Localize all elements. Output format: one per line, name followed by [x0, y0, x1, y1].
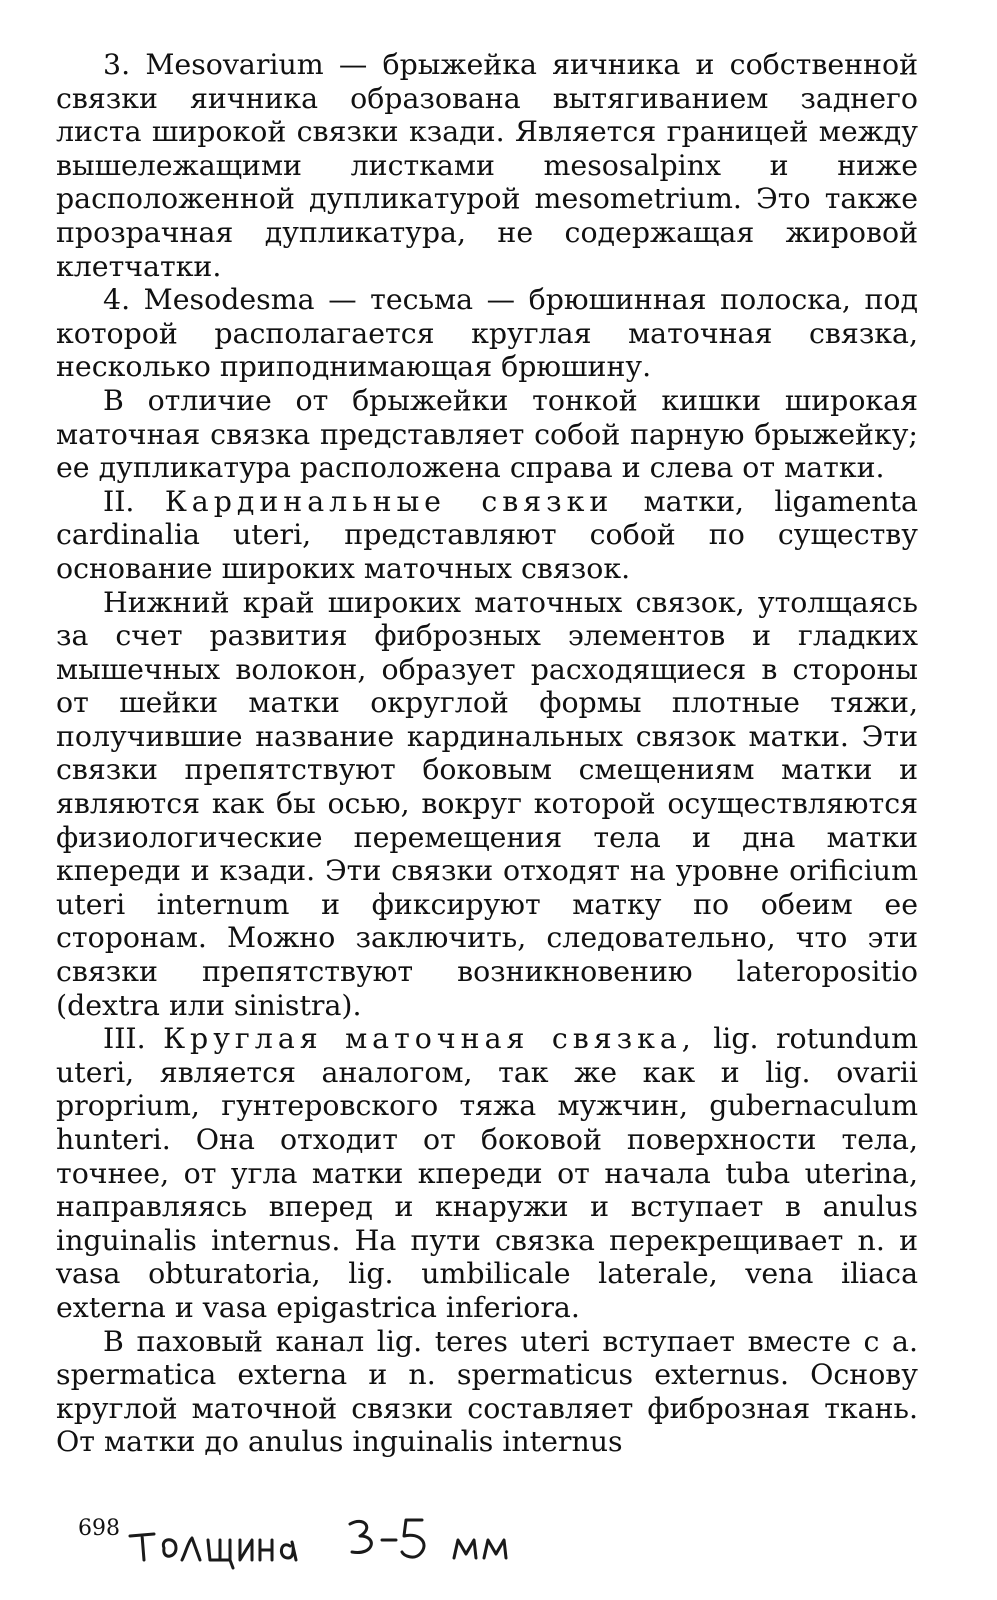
section-text: lig. rotundum uteri, является аналогом, так же как и lig. ovarii proprium, гунтеровского тяжа мужчин, gubernaculum hunteri. Она отходит от боковой поверхности тела, точнее, от угла матки кпереди от начала tuba uterina, направляясь вперед и кнаружи и вступает в anulus inguinalis internus. На пути связка перекрещивает n. и vasa obturatoria, lig. umbilicale laterale, vena iliaca externa и vasa epigastrica inferiora.	[56, 1022, 918, 1324]
paragraph-mesovarium: 3. Mesovarium — брыжейка яичника и собственной связки яичника образована вытягиванием заднего листа широкой связки кзади. Является границей между вышележащими листками mesosalpinx и ниже расположенной дупликатурой mesometrium. Это также прозрачная дупликатура, не содержащая жировой клетчатки.	[56, 48, 918, 283]
section-heading-spaced: Кардинальные связки	[164, 484, 614, 518]
body-text	[56, 48, 918, 1459]
section-text: матки, ligamenta cardinalia uteri, представляют собой по существу основание широких маточных связок.	[56, 484, 918, 585]
handwritten-note	[120, 1498, 540, 1578]
paragraph-round-ligament	[56, 1022, 918, 1324]
section-number: II.	[103, 484, 135, 518]
page-number: 698	[78, 1516, 120, 1541]
paragraph-mesodesma: 4. Mesodesma — тесьма — брюшинная полоска, под которой располагается круглая маточная связка, несколько приподнимающая брюшину.	[56, 283, 918, 384]
handwritten-note-text: толщина 3-5 мм	[120, 1498, 129, 1499]
section-heading-spaced: Круглая маточная связка,	[163, 1022, 696, 1056]
paragraph-cardinal-ligaments	[56, 485, 918, 586]
section-number: III.	[103, 1022, 146, 1056]
paragraph-broad-ligament-comparison: В отличие от брыжейки тонкой кишки широкая маточная связка представляет собой парную брыжейку; ее дупликатура расположена справа и слева от матки.	[56, 383, 918, 485]
paragraph-cardinal-description: Нижний край широких маточных связок, утолщаясь за счет развития фиброзных элементов и гладких мышечных волокон, образует расходящиеся в стороны от шейки матки округлой формы плотные тяжи, получившие название кардинальных связок матки. Эти связки препятствуют боковым смещениям матки и являются как бы осью, вокруг которой осуществляются физиологические перемещения тела и дна матки кпереди и кзади. Эти связки отходят на уровне orificium uteri internum и фиксируют матку по обеим ее сторонам. Можно заключить, следовательно, что эти связки препятствуют возникновению lateropositio (dextra или sinistra).	[56, 585, 918, 1022]
paragraph-inguinal-canal: В паховый канал lig. teres uteri вступает вместе с a. spermatica externa и n. spermaticus externus. Основу круглой маточной связки составляет фиброзная ткань. От матки до anulus inguinalis internus	[56, 1324, 918, 1459]
